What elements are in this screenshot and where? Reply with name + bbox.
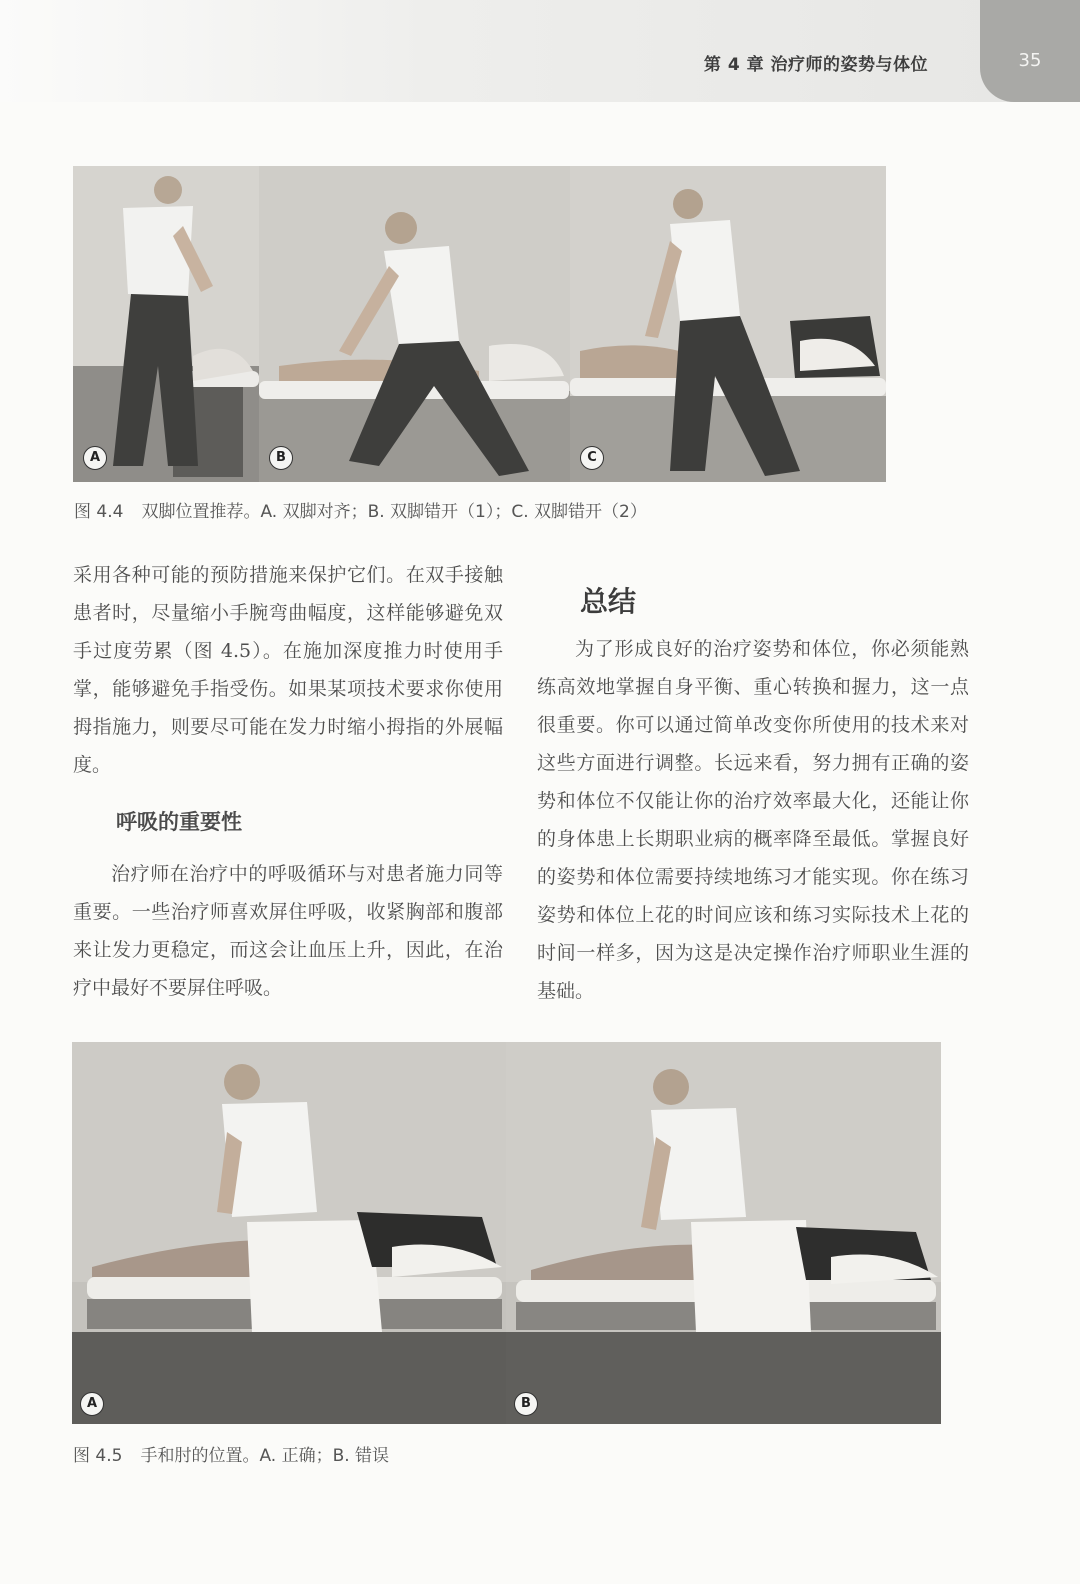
figure-4-5-caption <box>73 1441 389 1466</box>
left-column-paragraph-1 <box>73 556 503 784</box>
figure-4-4-panel-a <box>73 166 259 482</box>
caption-text: 双脚位置推荐。A. 双脚对齐；B. 双脚错开（1）；C. 双脚错开（2） <box>141 502 647 522</box>
section-heading-summary: 总结 <box>580 585 637 618</box>
figure-4-5-panel-a <box>72 1042 506 1424</box>
page-header <box>0 0 1080 102</box>
figure-number: 图 4.5 <box>73 1446 123 1466</box>
panel-label-b: B <box>269 446 293 470</box>
caption-text: 手和肘的位置。A. 正确；B. 错误 <box>140 1446 390 1466</box>
panel-label-a: A <box>83 446 107 470</box>
panel-label-c: C <box>580 446 604 470</box>
photo-feet-staggered-1 <box>259 166 570 482</box>
subheading-breathing: 呼吸的重要性 <box>116 810 242 834</box>
figure-4-4-panel-c <box>570 166 886 482</box>
page-number-tab <box>980 0 1080 102</box>
photo-hand-elbow-incorrect <box>506 1042 941 1424</box>
panel-label-b: B <box>514 1392 538 1416</box>
figure-number: 图 4.4 <box>74 502 124 522</box>
photo-feet-aligned <box>73 166 259 482</box>
figure-4-4-panel-b <box>259 166 570 482</box>
photo-hand-elbow-correct <box>72 1042 506 1424</box>
figure-4-5-panel-b <box>506 1042 941 1424</box>
left-column-paragraph-2 <box>73 855 503 1007</box>
body-paragraph: 治疗师在治疗中的呼吸循环与对患者施力同等重要。一些治疗师喜欢屏住呼吸，收紧胸部和腹部来让发力更稳定，而这会让血压上升，因此，在治疗中最好不要屏住呼吸。 <box>73 863 503 999</box>
body-paragraph: 采用各种可能的预防措施来保护它们。在双手接触患者时，尽量缩小手腕弯曲幅度，这样能够避免双手过度劳累（图 4.5）。在施加深度推力时使用手掌，能够避免手指受伤。如果某项技术要求你使用拇指施力，则要尽可能在发力时缩小拇指的外展幅度。 <box>73 564 503 776</box>
body-paragraph: 为了形成良好的治疗姿势和体位，你必须能熟练高效地掌握自身平衡、重心转换和握力，这一点很重要。你可以通过简单改变你所使用的技术来对这些方面进行调整。长远来看，努力拥有正确的姿势和体位不仅能让你的治疗效率最大化，还能让你的身体患上长期职业病的概率降至最低。掌握良好的姿势和体位需要持续地练习才能实现。你在练习姿势和体位上花的时间应该和练习实际技术上花的时间一样多，因为这是决定操作治疗师职业生涯的基础。 <box>537 638 969 1002</box>
right-column-paragraph <box>537 630 969 1010</box>
chapter-title: 第 4 章 治疗师的姿势与体位 <box>703 55 928 75</box>
panel-label-a: A <box>80 1392 104 1416</box>
photo-feet-staggered-2 <box>570 166 886 482</box>
figure-4-4-caption <box>74 497 647 522</box>
page-number: 35 <box>1018 50 1042 71</box>
